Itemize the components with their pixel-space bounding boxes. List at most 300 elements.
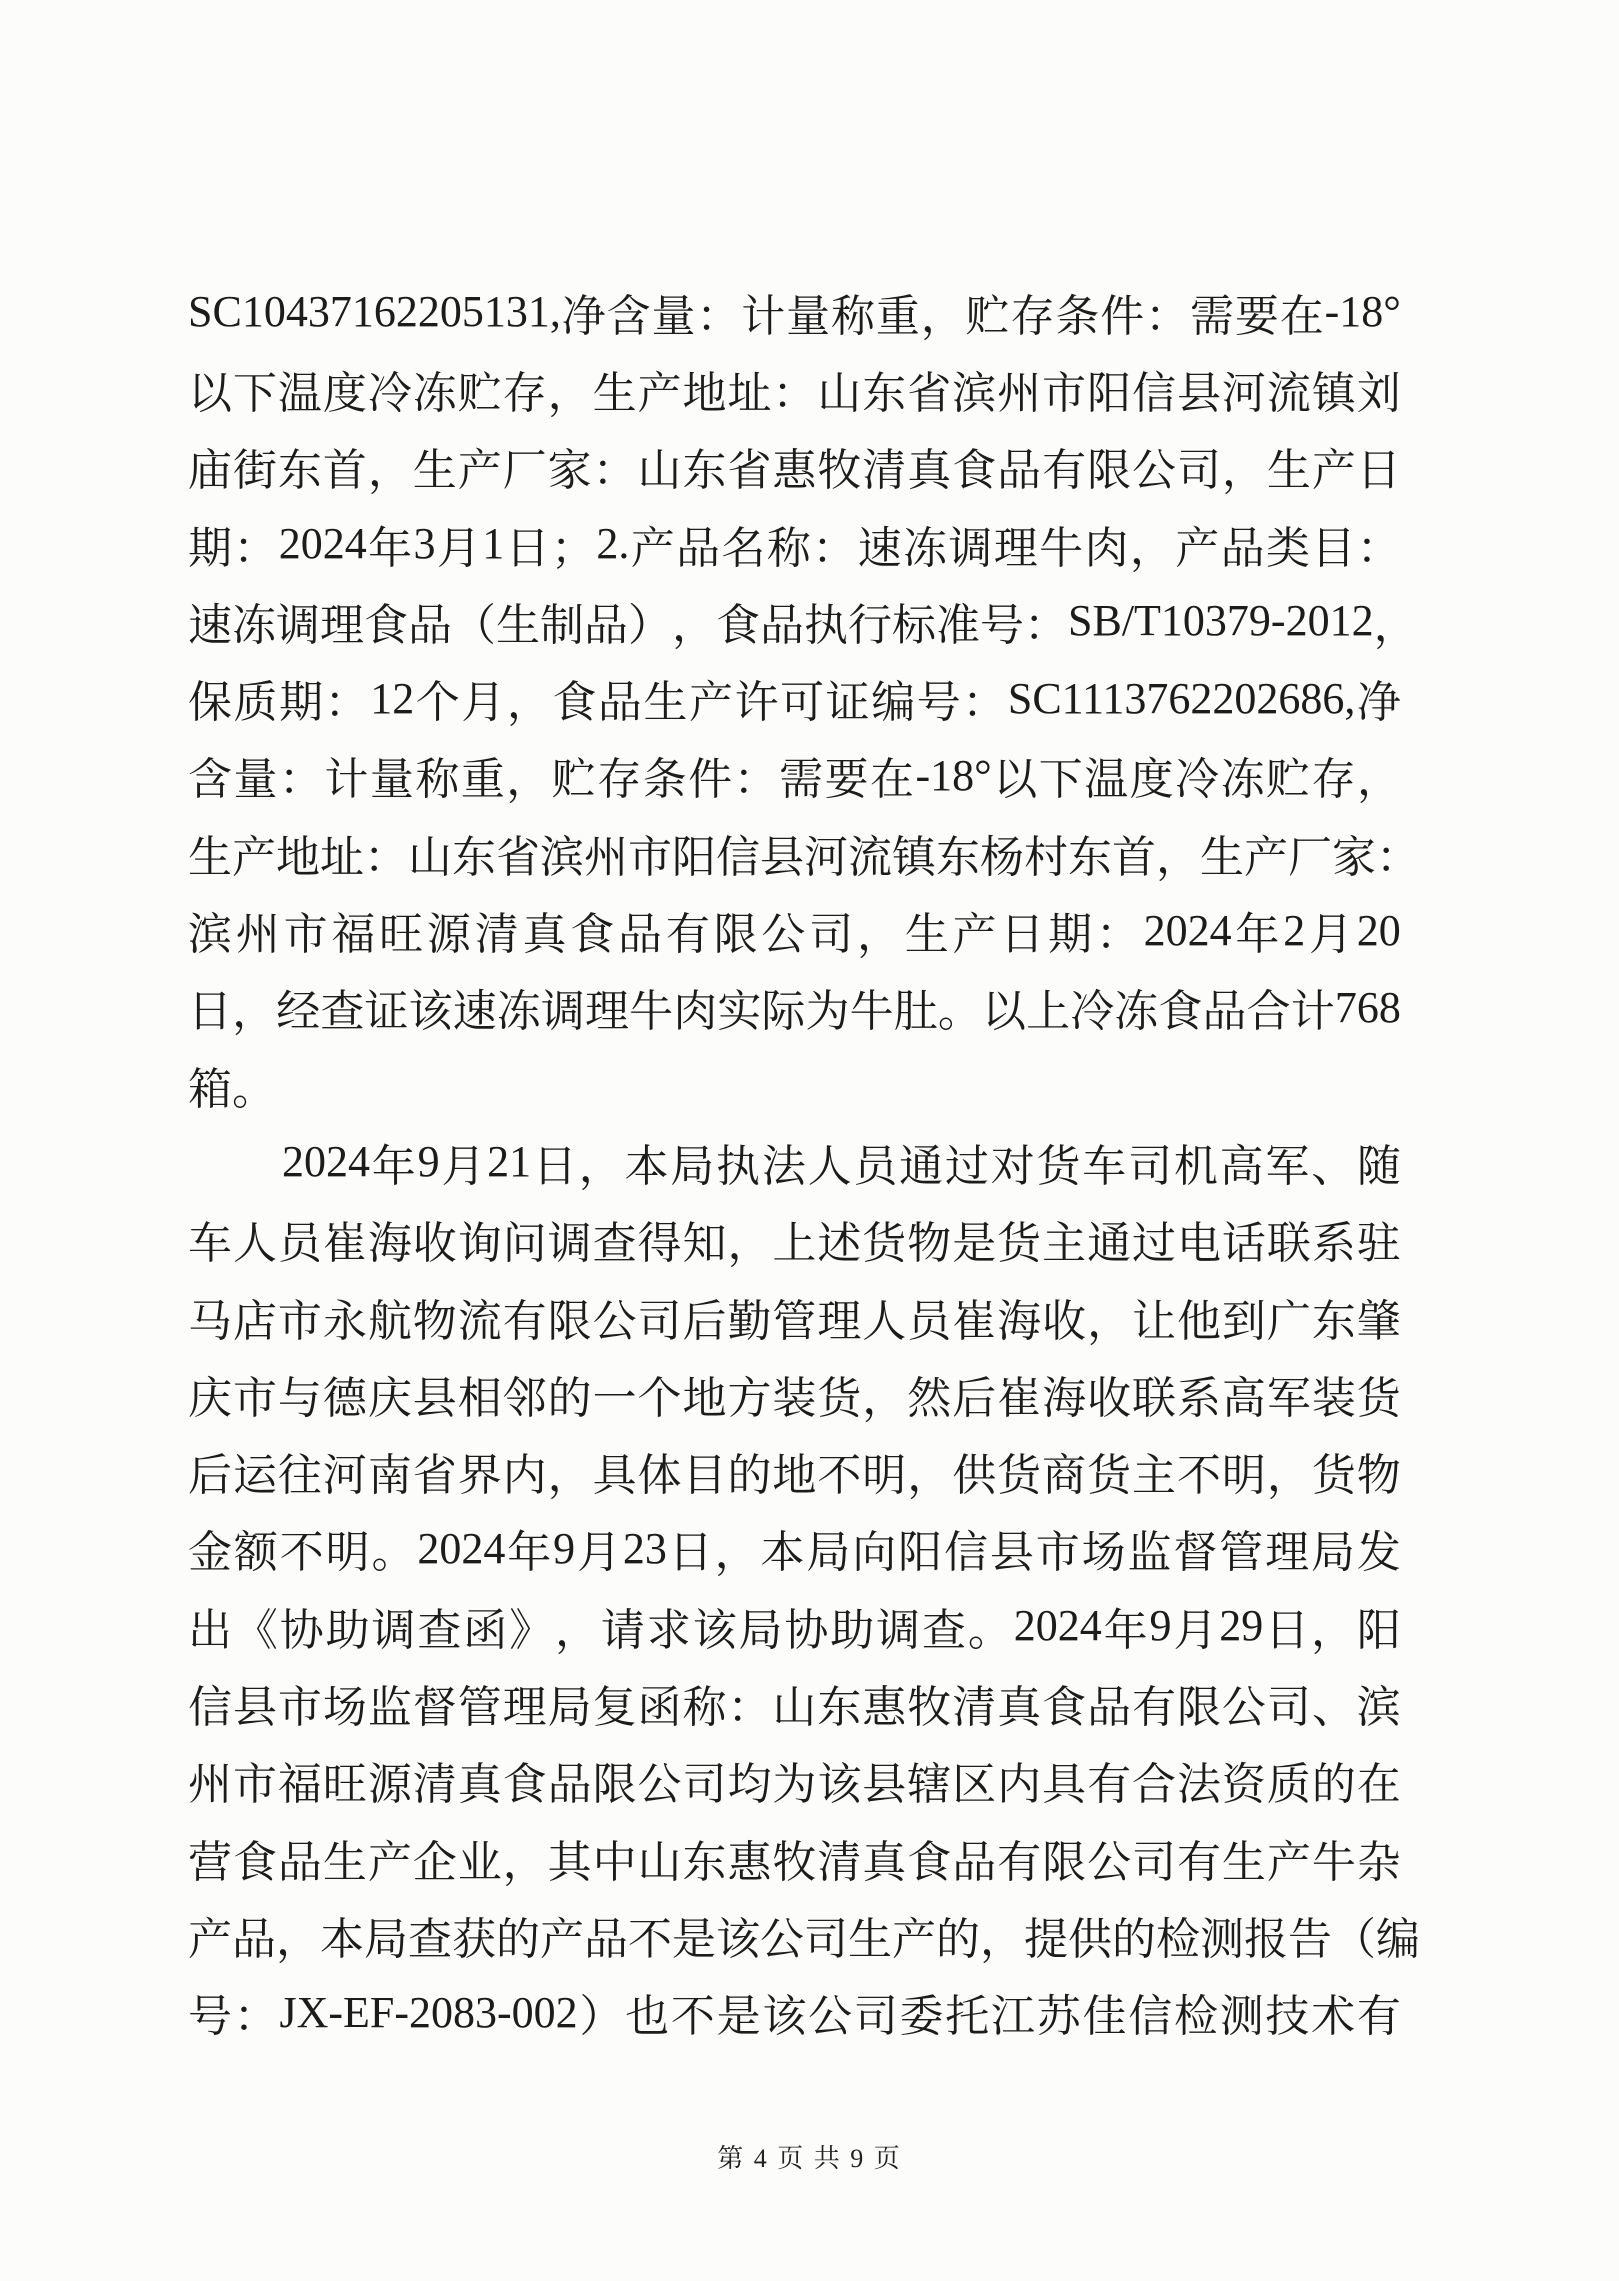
text-token: 收: [1087, 1373, 1132, 1423]
text-token: 阳: [898, 1528, 943, 1578]
text-token: 过: [944, 1141, 989, 1191]
text-token: 食: [716, 600, 760, 650]
text-token: 温: [277, 368, 322, 418]
text-token: 述: [817, 1219, 862, 1269]
text-token: 9: [553, 1523, 576, 1573]
text-token: 县: [232, 1682, 277, 1732]
text-token: 福: [331, 910, 376, 960]
text-token: 源: [426, 910, 471, 960]
text-token: 日: [188, 987, 232, 1037]
text-token: 后: [952, 1373, 997, 1423]
text-token: 海: [367, 1219, 412, 1269]
text-token: 理: [320, 600, 364, 650]
text-token: 称: [682, 1682, 727, 1732]
text-token: 计: [741, 291, 786, 341]
text-token: 类: [1266, 523, 1310, 573]
text-token: 滨: [1356, 1682, 1401, 1732]
text-token: ：: [696, 291, 741, 341]
text-token: 牧: [817, 446, 862, 496]
text-token: 2024: [417, 1523, 506, 1573]
text-token: 冷: [367, 368, 412, 418]
text-token: 然: [907, 1373, 952, 1423]
text-token: 为: [772, 1760, 817, 1810]
text-token: 度: [1129, 755, 1174, 805]
text-token: 品: [277, 1837, 322, 1887]
document-line: [188, 350, 1401, 427]
text-token: 生: [1200, 832, 1244, 882]
text-token: 限: [1042, 1837, 1087, 1887]
text-token: 编: [1376, 1914, 1420, 1964]
text-token: 法: [1176, 1760, 1221, 1810]
document-line: [188, 891, 1401, 968]
document-body: [188, 273, 1420, 2051]
text-token: 21: [487, 1137, 532, 1187]
text-token: 的: [727, 1451, 772, 1501]
text-token: 助: [830, 1605, 875, 1655]
text-token: ，: [862, 1373, 907, 1423]
text-token: 查: [417, 1605, 462, 1655]
text-token: ，: [1156, 832, 1200, 882]
text-token: 河: [322, 1451, 367, 1501]
text-token: 获: [452, 1914, 496, 1964]
text-token: 件: [1100, 291, 1145, 341]
text-token: 主: [1132, 1451, 1177, 1501]
text-token: 有: [1132, 1682, 1177, 1732]
text-token: 山: [637, 446, 682, 496]
text-token: 广: [1266, 1296, 1311, 1346]
text-token: 冻: [1220, 755, 1265, 805]
text-token: 质: [1266, 1760, 1311, 1810]
text-token: 市: [277, 1682, 322, 1732]
text-token: 海: [1042, 1373, 1087, 1423]
text-token: ，: [920, 291, 965, 341]
text-token: 函: [463, 1605, 508, 1655]
text-token: 产: [630, 523, 675, 573]
text-token: 庆: [188, 1373, 232, 1423]
text-token: 不: [817, 1451, 862, 1501]
text-token: 省: [907, 368, 952, 418]
text-token: 监: [367, 1682, 412, 1732]
text-token: 市: [232, 1760, 277, 1810]
text-token: 存: [1311, 755, 1356, 805]
text-token: 不: [670, 1992, 715, 2042]
text-token: 产: [952, 910, 997, 960]
text-token: 不: [628, 1914, 672, 1964]
text-token: 家: [1332, 832, 1376, 882]
text-token: ：: [962, 678, 1007, 728]
text-token: 供: [952, 1451, 997, 1501]
text-token: 月: [577, 1528, 621, 1578]
text-token: 县: [862, 1760, 907, 1810]
text-token: 崔: [952, 1296, 997, 1346]
text-token: 对: [990, 1141, 1035, 1191]
text-token: 食: [907, 1837, 952, 1887]
text-token: 食: [952, 446, 997, 496]
text-token: 条: [642, 755, 687, 805]
text-token: 商: [1042, 1451, 1087, 1501]
text-token: 本: [760, 1528, 805, 1578]
text-token: 司: [637, 1296, 682, 1346]
text-token: 州: [997, 368, 1042, 418]
text-token: 产: [1175, 523, 1220, 573]
text-token: 发: [1356, 1528, 1401, 1578]
text-token: 管: [457, 1682, 502, 1732]
text-token: 清: [952, 1682, 997, 1732]
text-token: 证: [825, 678, 870, 728]
text-token: 行: [848, 600, 892, 650]
text-token: 东: [862, 368, 907, 418]
text-token: （: [452, 600, 496, 650]
text-token: ，: [1373, 600, 1418, 650]
document-line: [188, 428, 1401, 505]
text-token: 冻: [232, 600, 276, 650]
text-token: 装: [772, 1373, 817, 1423]
text-token: 州: [584, 832, 628, 882]
text-token: 局: [738, 1605, 783, 1655]
text-token: 物: [1356, 1451, 1401, 1501]
text-token: 生: [904, 910, 949, 960]
text-token: 东: [817, 1682, 862, 1732]
text-token: 存: [1010, 291, 1055, 341]
text-token: 东: [452, 832, 496, 882]
text-token: 以: [981, 987, 1026, 1037]
text-token: 联: [1266, 1219, 1311, 1269]
text-token: 真: [907, 446, 952, 496]
text-token: 调: [276, 600, 320, 650]
text-token: 信: [944, 1528, 988, 1578]
text-token: 条: [1055, 291, 1100, 341]
text-token: 区: [952, 1760, 997, 1810]
text-token: ，: [547, 368, 592, 418]
document-line: [188, 1123, 1401, 1200]
text-token: 的: [547, 1373, 592, 1423]
text-token: 调: [371, 1605, 416, 1655]
text-token: 明: [1221, 1451, 1266, 1501]
text-token: 德: [322, 1373, 367, 1423]
text-token: ，: [555, 1605, 599, 1655]
text-token: 他: [1176, 1296, 1221, 1346]
text-token: ：: [233, 523, 278, 573]
text-token: 东: [682, 1837, 727, 1887]
text-token: 限: [713, 910, 758, 960]
text-token: 需: [1189, 291, 1234, 341]
text-token: 贮: [965, 291, 1010, 341]
text-token: 在: [870, 755, 915, 805]
text-token: 旺: [379, 910, 424, 960]
text-token: 限: [1176, 1682, 1221, 1732]
text-token: 源: [367, 1760, 412, 1810]
text-token: 产: [188, 1914, 232, 1964]
text-token: 食: [364, 600, 408, 650]
text-token: 产: [1244, 832, 1288, 882]
text-token: 辖: [907, 1760, 952, 1810]
text-token: 品: [1087, 1682, 1132, 1732]
text-token: ，: [1356, 755, 1401, 805]
text-token: ，: [547, 1451, 592, 1501]
text-token: 产: [232, 832, 276, 882]
text-token: 法: [761, 1141, 806, 1191]
text-token: 司: [682, 1760, 727, 1810]
text-token: 货: [1036, 1141, 1081, 1191]
text-token: 理: [993, 523, 1038, 573]
text-token: ，: [367, 446, 412, 496]
text-token: 重: [460, 755, 505, 805]
text-token: 《: [233, 1605, 278, 1655]
text-token: 过: [1132, 1219, 1177, 1269]
text-token: 的: [1112, 1914, 1156, 1964]
text-token: 相: [457, 1373, 502, 1423]
text-token: 生: [412, 446, 457, 496]
text-token: 称: [830, 291, 875, 341]
text-token: 该: [762, 1992, 807, 2042]
text-token: 督: [412, 1682, 457, 1732]
text-token: 杨: [980, 832, 1024, 882]
text-token: 称: [415, 755, 460, 805]
text-token: 一: [592, 1373, 637, 1423]
text-token: 河: [1221, 368, 1266, 418]
text-token: 局: [364, 1914, 408, 1964]
text-token: ：: [812, 523, 857, 573]
text-token: 明: [325, 1528, 370, 1578]
text-token: 月: [1308, 910, 1353, 960]
text-token: 生: [643, 678, 688, 728]
text-token: 、: [1311, 1682, 1356, 1732]
text-token: 生: [496, 600, 540, 650]
text-token: 品: [232, 1914, 276, 1964]
text-token: 际: [761, 987, 806, 1037]
text-token: ：: [727, 1682, 772, 1732]
text-token: 河: [804, 832, 848, 882]
text-token: 通: [1087, 1219, 1132, 1269]
text-token: 冷: [1070, 987, 1115, 1037]
text-token: 司: [853, 1992, 898, 2042]
text-token: 产: [892, 1914, 936, 1964]
text-token: ：: [364, 832, 408, 882]
text-token: 量: [233, 755, 278, 805]
text-token: 术: [1311, 1992, 1356, 2042]
text-token: 保: [188, 678, 232, 728]
text-token: 货: [1356, 1373, 1401, 1423]
text-token: 牛: [1039, 523, 1084, 573]
text-token: 生: [1221, 1837, 1266, 1887]
text-token: 营: [188, 1837, 232, 1887]
text-token: 食: [570, 910, 615, 960]
text-token: 量: [786, 291, 831, 341]
text-token: 勤: [727, 1296, 772, 1346]
text-token: 理: [502, 1682, 547, 1732]
text-token: 有: [1042, 446, 1087, 496]
text-token: 杂: [1356, 1837, 1401, 1887]
text-token: 肉: [673, 987, 718, 1037]
text-token: 日: [1265, 1605, 1310, 1655]
text-token: 牧: [772, 1837, 817, 1887]
text-token: 号: [980, 600, 1024, 650]
text-token: 本: [320, 1914, 364, 1964]
text-token: 3: [413, 519, 436, 569]
text-token: 调: [948, 523, 993, 573]
text-token: 人: [232, 1219, 277, 1269]
text-token: 不: [1176, 1451, 1221, 1501]
text-token: 查: [922, 1605, 966, 1655]
text-token: 2024: [1143, 905, 1232, 955]
text-token: 县: [1176, 368, 1221, 418]
text-token: 号: [916, 678, 961, 728]
text-token: 称: [766, 523, 811, 573]
text-token: 12: [370, 673, 415, 723]
text-token: 速: [857, 523, 902, 573]
text-token: 准: [936, 600, 980, 650]
text-token: 合: [1246, 987, 1291, 1037]
text-token: 局: [1311, 1528, 1355, 1578]
text-token: 》: [509, 1605, 554, 1655]
text-token: 生: [1266, 446, 1311, 496]
document-line: [188, 1046, 1401, 1123]
text-token: 方: [727, 1373, 772, 1423]
text-token: 协: [279, 1605, 324, 1655]
text-token: ：: [733, 755, 778, 805]
text-token: 村: [1024, 832, 1068, 882]
text-token: 该: [408, 987, 453, 1037]
text-token: ：: [233, 1992, 278, 2042]
text-token: ，: [714, 1528, 759, 1578]
text-token: 滨: [188, 910, 232, 960]
text-token: 址: [320, 832, 364, 882]
text-token: 该: [692, 1605, 737, 1655]
text-token: 通: [899, 1141, 944, 1191]
text-token: 冻: [1114, 987, 1159, 1037]
text-token: 驻: [1356, 1219, 1401, 1269]
text-token: 2024: [1013, 1601, 1102, 1651]
text-token: 品: [547, 1760, 592, 1810]
text-token: 航: [367, 1296, 412, 1346]
text-token: 品: [584, 1914, 628, 1964]
text-token: 9: [417, 1137, 440, 1187]
text-token: 联: [1132, 1373, 1177, 1423]
text-token: 崔: [322, 1219, 367, 1269]
text-token: 有: [1087, 1760, 1132, 1810]
text-token: 地: [682, 1373, 727, 1423]
text-token: 军: [1266, 1373, 1311, 1423]
text-token: 货: [862, 1219, 907, 1269]
document-line: [188, 1896, 1420, 1973]
text-token: 月: [1173, 1605, 1218, 1655]
text-token: ，: [506, 678, 551, 728]
text-token: 县: [760, 832, 804, 882]
text-token: ，: [672, 600, 716, 650]
text-token: 界: [457, 1451, 502, 1501]
text-token: 首: [322, 446, 367, 496]
text-token: 福: [277, 1760, 322, 1810]
text-token: 产: [367, 1837, 412, 1887]
text-token: 是: [672, 1914, 716, 1964]
text-token: ）: [579, 1992, 624, 2042]
text-token: 计: [324, 755, 369, 805]
text-token: 理: [584, 987, 629, 1037]
text-token: 合: [1132, 1760, 1177, 1810]
text-token: 真: [522, 910, 567, 960]
text-token: 名: [721, 523, 766, 573]
text-token: 局: [547, 1682, 592, 1732]
text-token: 向: [852, 1528, 897, 1578]
text-token: 东: [682, 446, 727, 496]
text-token: 公: [1221, 1682, 1266, 1732]
text-token: 肇: [1356, 1296, 1401, 1346]
document-line: [188, 1201, 1401, 1278]
text-token: 额: [233, 1528, 278, 1578]
document-line: [188, 1278, 1401, 1355]
document-line: [188, 1819, 1401, 1896]
text-token: 在: [1279, 291, 1324, 341]
text-token: 该: [817, 1760, 862, 1810]
text-token: 号: [188, 1992, 232, 2042]
text-token: 助: [325, 1605, 370, 1655]
text-token: 生: [592, 368, 637, 418]
text-token: 车: [1082, 1141, 1127, 1191]
text-token: 清: [412, 1760, 457, 1810]
text-token: 目: [1311, 523, 1356, 573]
text-token: 江: [991, 1992, 1036, 2042]
text-token: 流: [1266, 368, 1311, 418]
text-token: 品: [997, 446, 1042, 496]
text-token: 函: [637, 1682, 682, 1732]
text-token: 牛: [629, 987, 674, 1037]
text-token: 测: [1219, 1992, 1264, 2042]
text-token: 需: [779, 755, 824, 805]
document-line: [188, 505, 1401, 582]
text-token: 马: [188, 1296, 232, 1346]
text-token: 刘: [1356, 368, 1401, 418]
text-token: 目: [682, 1451, 727, 1501]
text-token: 司: [1176, 446, 1221, 496]
text-token: 信: [1132, 368, 1177, 418]
text-token: 电: [1176, 1219, 1221, 1269]
text-token: ：: [324, 678, 369, 728]
text-token: 含: [606, 291, 651, 341]
text-token: 标: [892, 600, 936, 650]
text-token: 年: [371, 1141, 416, 1191]
text-token: 产: [457, 446, 502, 496]
text-token: 的: [1311, 1760, 1356, 1810]
text-token: 年: [1235, 910, 1280, 960]
text-token: 个: [415, 678, 460, 728]
text-token: 物: [412, 1296, 457, 1346]
text-token: 省: [412, 1451, 457, 1501]
text-token: 装: [1311, 1373, 1356, 1423]
text-token: JX-EF-2083-002: [279, 1987, 578, 2037]
text-token: ；: [551, 523, 595, 573]
text-token: 月: [461, 678, 506, 728]
text-token: 技: [1265, 1992, 1310, 2042]
document-line: [188, 1432, 1401, 1509]
text-token: 员: [277, 1219, 322, 1269]
text-token: 地: [276, 832, 320, 882]
text-token: 。: [232, 1064, 276, 1114]
text-token: 可: [780, 678, 825, 728]
text-token: 日: [668, 1528, 713, 1578]
text-token: 市: [283, 910, 328, 960]
text-token: 员: [853, 1141, 898, 1191]
text-token: ，: [980, 1914, 1024, 1964]
text-token: 东: [1068, 832, 1112, 882]
text-token: 肉: [1084, 523, 1129, 573]
text-token: 年: [1103, 1605, 1148, 1655]
text-token: ，: [1087, 1296, 1132, 1346]
text-token: 州: [188, 1760, 232, 1810]
text-token: 箱: [188, 1064, 232, 1114]
text-token: 流: [848, 832, 892, 882]
text-token: 速: [188, 600, 232, 650]
text-token: 崔: [997, 1373, 1042, 1423]
